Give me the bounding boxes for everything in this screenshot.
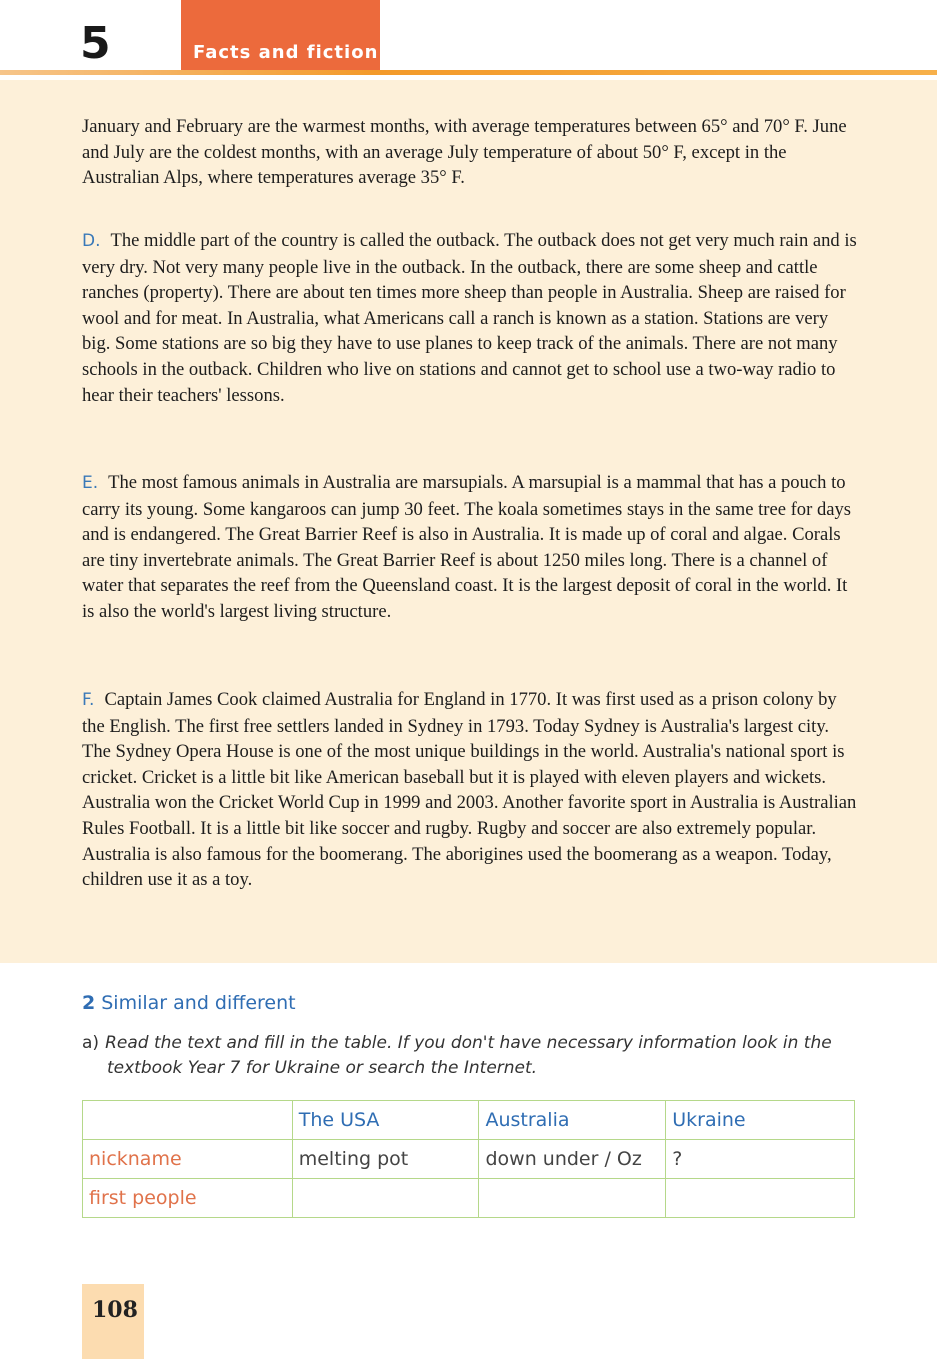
paragraph-c-continued [82, 114, 857, 191]
table-row [83, 1140, 855, 1179]
table-header-usa: The USA [292, 1101, 479, 1140]
paragraph-letter: F. [82, 690, 95, 710]
table-cell[interactable] [666, 1179, 855, 1218]
paragraph-f [82, 687, 857, 893]
table-cell[interactable] [479, 1179, 666, 1218]
paragraph-e [82, 470, 857, 625]
table-cell[interactable]: ? [666, 1140, 855, 1179]
task-line-1: Read the text and fill in the table. If you don't have necessary information look in the [105, 1033, 832, 1053]
paragraph-letter: E. [82, 473, 99, 493]
exercise-title: Similar and different [101, 992, 296, 1014]
chapter-number: 5 [80, 18, 111, 69]
paragraph-text: Captain James Cook claimed Australia for England in 1770. It was first used as a prison colony by the English. The first free settlers landed in Sydney in 1793. Today Sydney is Australia's largest city. The Sydney Opera House is one of the most unique buildings in the world. Australia's national sport is cricket. Cricket is a little bit like American baseball but it is played with eleven players and wickets. Australia won the Cricket World Cup in 1999 and 2003. Another favorite sport in Australia is Australian Rules Football. It is a little bit like soccer and rugby. Rugby and soccer are also extremely popular. Australia is also famous for the boomerang. The aborigines used the boomerang as a weapon. Today, children use it as a toy. [82, 689, 857, 891]
table-header-corner [83, 1101, 293, 1140]
paragraph-text: The middle part of the country is called the outback. The outback does not get very much rain and is very dry. Not very many people live in the outback. In the outback, there are some sheep and cattle ranches (property). There are about ten times more sheep than people in Australia. Sheep are raised for wool and for meat. In Australia, what Americans call a ranch is known as a station. Stations are very big. Some stations are so big they have to use planes to keep track of the animals. There are not many schools in the outback. Children who live on stations and cannot get to school use a two-way radio to hear their teachers' lessons. [82, 230, 857, 406]
comparison-table [82, 1100, 855, 1218]
table-cell[interactable]: down under / Oz [479, 1140, 666, 1179]
task-line-2: textbook Year 7 for Ukraine or search the Internet. [107, 1058, 538, 1078]
task-instruction [82, 1031, 862, 1081]
table-header-australia: Australia [479, 1101, 666, 1140]
table-row [83, 1179, 855, 1218]
task-letter: a) [82, 1033, 100, 1053]
paragraph-text: January and February are the warmest months, with average temperatures between 65° and 70° F. June and July are the coldest months, with an average July temperature of about 50° F, except in the Australian Alps, where temperatures average 35° F. [82, 116, 847, 189]
table-cell[interactable]: melting pot [292, 1140, 479, 1179]
table-header-row [83, 1101, 855, 1140]
exercise-number: 2 [82, 992, 96, 1014]
header-rule [0, 70, 937, 75]
table-cell[interactable] [292, 1179, 479, 1218]
row-label-first-people: first people [83, 1179, 293, 1218]
paragraph-text: The most famous animals in Australia are marsupials. A marsupial is a mammal that has a pouch to carry its young. Some kangaroos can jump 30 feet. The koala sometimes stays in the same tree for days and is endangered. The Great Barrier Reef is also in Australia. It is made up of coral and algae. Corals are tiny invertebrate animals. The Great Barrier Reef is about 1250 miles long. There is a channel of water that separates the reef from the Queensland coast. It is the largest deposit of coral in the world. It is also the world's largest living structure. [82, 472, 852, 622]
chapter-title: Facts and fiction [193, 42, 379, 63]
page-number: 108 [92, 1297, 138, 1323]
paragraph-letter: D. [82, 231, 101, 251]
paragraph-d [82, 228, 857, 408]
table-header-ukraine: Ukraine [666, 1101, 855, 1140]
row-label-nickname: nickname [83, 1140, 293, 1179]
exercise-heading [82, 992, 296, 1014]
